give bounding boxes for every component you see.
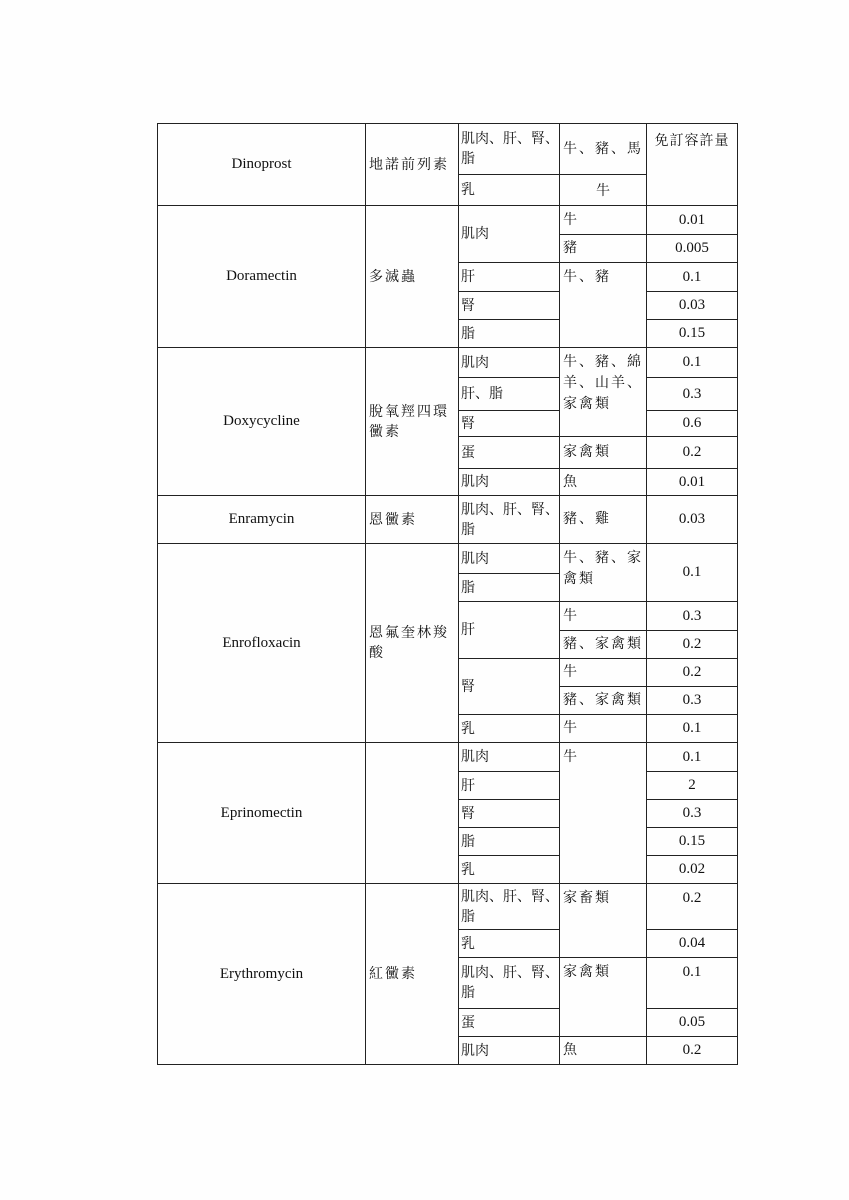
- limit-cell: 0.3: [647, 687, 738, 715]
- tissue-cell: 肌肉、肝、腎、脂: [459, 124, 560, 175]
- tissue-cell: 脂: [459, 320, 560, 348]
- species-cell: 豬、家禽類: [560, 631, 647, 659]
- limit-cell: 0.3: [647, 800, 738, 828]
- drug-name-zh: 紅黴素: [366, 884, 459, 1065]
- limit-cell: 0.3: [647, 602, 738, 631]
- limit-cell: 免訂容許量: [647, 124, 738, 206]
- tissue-cell: 肌肉: [459, 544, 560, 574]
- drug-name-zh: 脫氧羥四環黴素: [366, 348, 459, 496]
- drug-name-en: Erythromycin: [158, 884, 366, 1065]
- residue-limit-table: [157, 123, 738, 1065]
- species-cell: 牛、豬、家禽類: [560, 544, 647, 602]
- tissue-cell: 肌肉、肝、腎、脂: [459, 884, 560, 930]
- limit-cell: 2: [647, 772, 738, 800]
- table-row: [158, 124, 738, 175]
- tissue-cell: 腎: [459, 292, 560, 320]
- limit-cell: 0.1: [647, 263, 738, 292]
- tissue-cell: 肌肉、肝、腎、脂: [459, 958, 560, 1009]
- limit-cell: 0.1: [647, 715, 738, 743]
- table-row: [158, 743, 738, 772]
- tissue-cell: 腎: [459, 800, 560, 828]
- species-cell: 豬: [560, 235, 647, 263]
- tissue-cell: 肌肉: [459, 348, 560, 378]
- tissue-cell: 肝: [459, 772, 560, 800]
- tissue-cell: 蛋: [459, 437, 560, 469]
- species-cell: 牛、豬: [560, 263, 647, 348]
- species-cell: 家禽類: [560, 437, 647, 469]
- species-cell: 牛: [560, 602, 647, 631]
- limit-cell: 0.03: [647, 292, 738, 320]
- table-row: [158, 496, 738, 544]
- limit-cell: 0.03: [647, 496, 738, 544]
- drug-name-zh: 多滅蟲: [366, 206, 459, 348]
- species-cell: 魚: [560, 469, 647, 496]
- tissue-cell: 肌肉: [459, 469, 560, 496]
- tissue-cell: 肝: [459, 263, 560, 292]
- drug-name-zh: 地諾前列素: [366, 124, 459, 206]
- drug-name-en: Doxycycline: [158, 348, 366, 496]
- drug-name-zh: 恩氟奎林羧酸: [366, 544, 459, 743]
- limit-cell: 0.3: [647, 378, 738, 411]
- species-cell: 牛: [560, 206, 647, 235]
- tissue-cell: 肌肉、肝、腎、脂: [459, 496, 560, 544]
- table-row: [158, 544, 738, 574]
- limit-cell: 0.01: [647, 206, 738, 235]
- table-row: [158, 348, 738, 378]
- tissue-cell: 肌肉: [459, 1037, 560, 1065]
- limit-cell: 0.15: [647, 320, 738, 348]
- drug-name-zh: 恩黴素: [366, 496, 459, 544]
- species-cell: 家禽類: [560, 958, 647, 1037]
- tissue-cell: 肌肉: [459, 206, 560, 263]
- species-cell: 牛: [560, 659, 647, 687]
- drug-name-en: Dinoprost: [158, 124, 366, 206]
- tissue-cell: 肝: [459, 602, 560, 659]
- limit-cell: 0.1: [647, 348, 738, 378]
- drug-name-en: Enrofloxacin: [158, 544, 366, 743]
- limit-cell: 0.6: [647, 411, 738, 437]
- species-cell: 牛: [560, 175, 647, 206]
- limit-cell: 0.2: [647, 1037, 738, 1065]
- drug-name-en: Eprinomectin: [158, 743, 366, 884]
- table-row: [158, 884, 738, 930]
- tissue-cell: 乳: [459, 175, 560, 206]
- tissue-cell: 脂: [459, 828, 560, 856]
- limit-cell: 0.05: [647, 1009, 738, 1037]
- species-cell: 魚: [560, 1037, 647, 1065]
- limit-cell: 0.2: [647, 631, 738, 659]
- tissue-cell: 乳: [459, 856, 560, 884]
- limit-cell: 0.01: [647, 469, 738, 496]
- species-cell: 豬、家禽類: [560, 687, 647, 715]
- species-cell: 牛、豬、綿羊、山羊、家禽類: [560, 348, 647, 437]
- species-cell: 豬、雞: [560, 496, 647, 544]
- species-cell: 牛、豬、馬: [560, 124, 647, 175]
- limit-cell: 0.2: [647, 659, 738, 687]
- table-row: [158, 206, 738, 235]
- species-cell: 牛: [560, 743, 647, 884]
- limit-cell: 0.04: [647, 930, 738, 958]
- tissue-cell: 乳: [459, 715, 560, 743]
- drug-name-en: Enramycin: [158, 496, 366, 544]
- limit-cell: 0.2: [647, 884, 738, 930]
- limit-cell: 0.1: [647, 958, 738, 1009]
- tissue-cell: 蛋: [459, 1009, 560, 1037]
- limit-cell: 0.15: [647, 828, 738, 856]
- species-cell: 牛: [560, 715, 647, 743]
- limit-cell: 0.005: [647, 235, 738, 263]
- drug-name-en: Doramectin: [158, 206, 366, 348]
- tissue-cell: 乳: [459, 930, 560, 958]
- limit-cell: 0.1: [647, 544, 738, 602]
- limit-cell: 0.1: [647, 743, 738, 772]
- limit-cell: 0.2: [647, 437, 738, 469]
- tissue-cell: 腎: [459, 659, 560, 715]
- tissue-cell: 肝、脂: [459, 378, 560, 411]
- tissue-cell: 脂: [459, 574, 560, 602]
- tissue-cell: 腎: [459, 411, 560, 437]
- species-cell: 家畜類: [560, 884, 647, 958]
- limit-cell: 0.02: [647, 856, 738, 884]
- drug-name-zh: [366, 743, 459, 884]
- tissue-cell: 肌肉: [459, 743, 560, 772]
